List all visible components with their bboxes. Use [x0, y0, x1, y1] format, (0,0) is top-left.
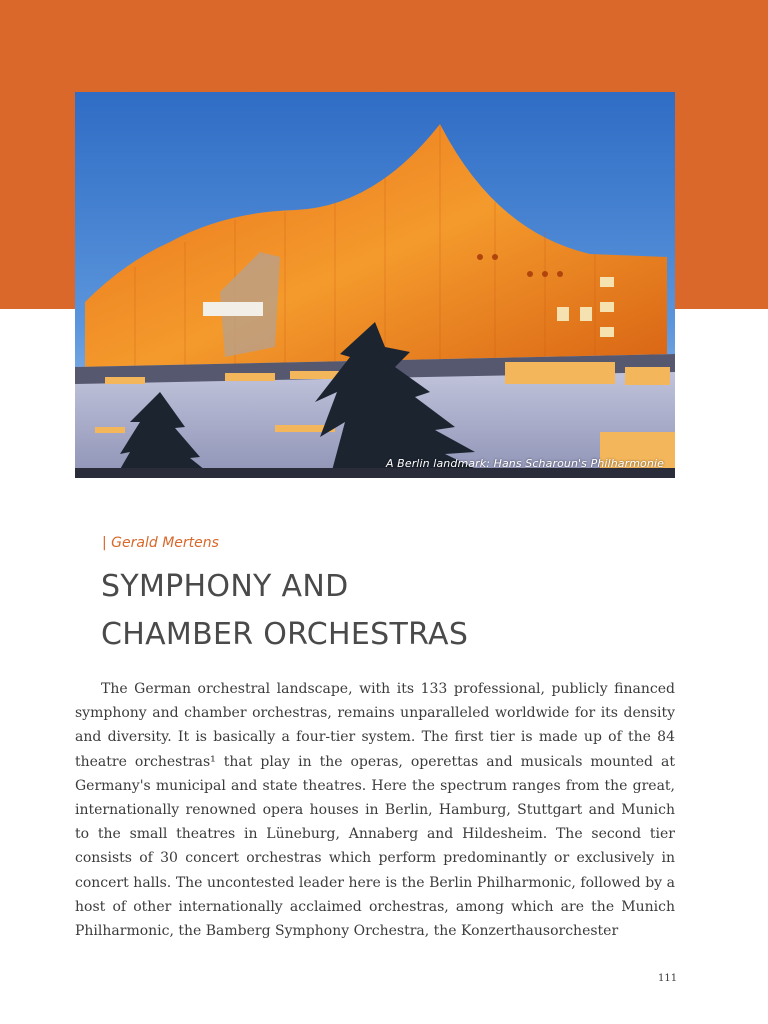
philharmonie-photo: [75, 92, 675, 478]
article-body: [75, 677, 675, 943]
philharmonie-illustration: [75, 92, 675, 478]
title-line-2: CHAMBER ORCHESTRAS: [101, 617, 469, 652]
title-line-1: SYMPHONY AND: [101, 569, 349, 604]
article-title: [101, 563, 468, 659]
page-number: 111: [658, 973, 678, 984]
body-paragraph: The German orchestral landscape, with its 133 professional, publicly financed symphony and chamber orchestras, remains unparalleled worldwide for its density and diversity. It is basically a four-tier system. The first tier is made up of the 84 theatre orchestras¹ that play in the operas, operettas and musicals mounted at Germany's municipal and state theatres. Here the spectrum ranges from the great, internationally renowned opera houses in Berlin, Hamburg, Stuttgart and Munich to the small theatres in Lüneburg, Annaberg and Hildesheim. The second tier consists of 30 concert orchestras which perform predominantly or exclusively in concert halls. The uncontested leader here is the Berlin Philharmonic, followed by a host of other internationally acclaimed orchestras, among which are the Munich Philharmonic, the Bamberg Symphony Orchestra, the Konzerthausorchester: [75, 681, 675, 940]
balcony: [203, 302, 263, 316]
photo-caption: A Berlin landmark: Hans Scharoun's Philharmonie: [385, 457, 664, 470]
author-byline: | Gerald Mertens: [102, 535, 219, 551]
